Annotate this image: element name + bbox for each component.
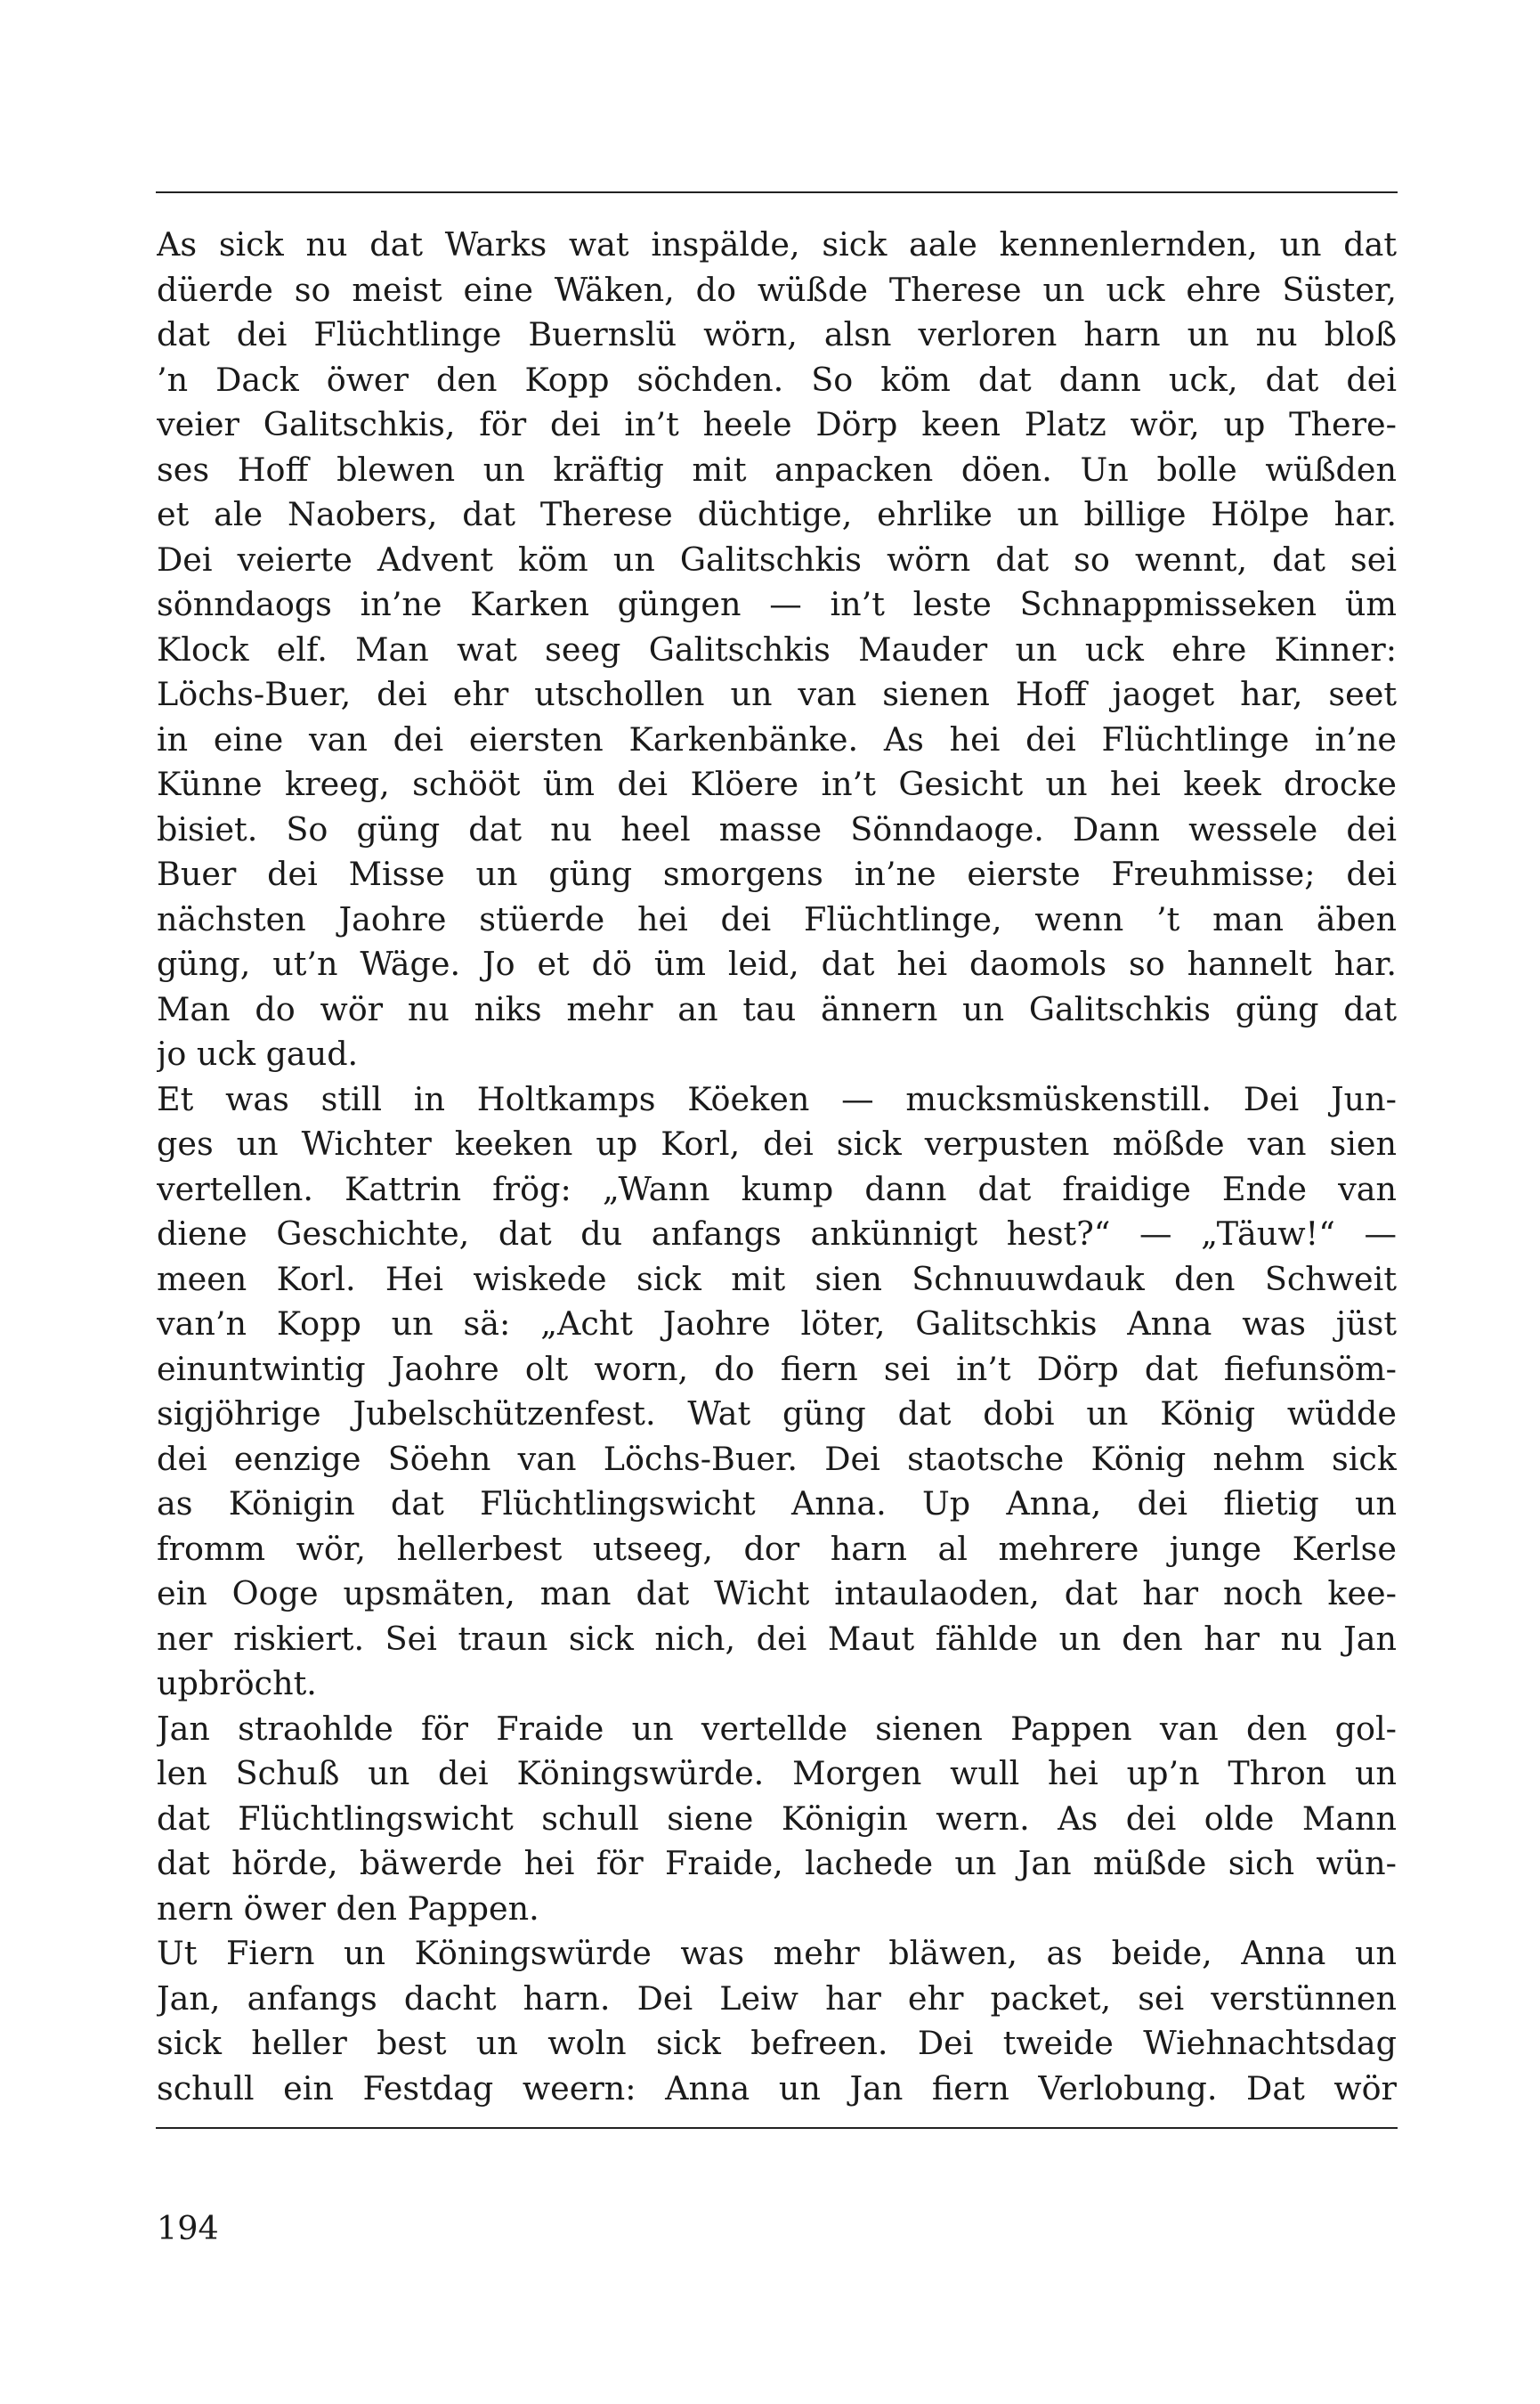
text-line: fromm wör, hellerbest utseeg, dor harn al mehrere junge Kerlse <box>157 1529 1397 1568</box>
bottom-rule <box>156 2127 1398 2129</box>
text-line: diene Geschichte, dat du anfangs ankünnigt hest?“ — „Täuw!“ — <box>157 1214 1397 1253</box>
text-line: dei eenzige Söehn van Löchs-Buer. Dei staotsche König nehm sick <box>157 1439 1397 1478</box>
text-line: As sick nu dat Warks wat inspälde, sick aale kennenlernden, un dat <box>157 225 1397 264</box>
text-line: in eine van dei eiersten Karkenbänke. As hei dei Flüchtlinge in’ne <box>157 719 1397 759</box>
text-line: Jan straohlde för Fraide un vertellde sienen Pappen van den gol- <box>157 1709 1397 1748</box>
text-line: Löchs-Buer, dei ehr utschollen un van sienen Hoff jaoget har, seet <box>157 675 1397 713</box>
body-text <box>157 223 1397 2111</box>
text-line: ges un Wichter keeken up Korl, dei sick verpusten mößde van sien <box>157 1125 1397 1163</box>
text-line: einuntwintig Jaohre olt worn, do fiern sei in’t Dörp dat fiefunsöm- <box>157 1349 1397 1388</box>
text-line: schull ein Festdag weern: Anna un Jan fiern Verlobung. Dat wör <box>157 2068 1397 2108</box>
text-line: sigjöhrige Jubelschützenfest. Wat güng dat dobi un König wüdde <box>157 1394 1397 1433</box>
text-line: ’n Dack öwer den Kopp söchden. So köm dat dann uck, dat dei <box>157 360 1397 399</box>
text-line: dat Flüchtlingswicht schull siene Königin wern. As dei olde Mann <box>157 1799 1397 1838</box>
text-line: et ale Naobers, dat Therese düchtige, ehrlike un billige Hölpe har. <box>157 495 1397 533</box>
text-line: veier Galitschkis, för dei in’t heele Dörp keen Platz wör, up There- <box>157 405 1397 443</box>
text-line: upbröcht. <box>157 1664 317 1702</box>
text-line: Buer dei Misse un güng smorgens in’ne eierste Freuhmisse; dei <box>157 855 1397 893</box>
text-line: Klock elf. Man wat seeg Galitschkis Mauder un uck ehre Kinner: <box>157 629 1397 669</box>
text-line: jo uck gaud. <box>157 1035 359 1073</box>
text-line: meen Korl. Hei wiskede sick mit sien Schnuuwdauk den Schweit <box>157 1259 1397 1298</box>
text-line: bisiet. So güng dat nu heel masse Sönndaoge. Dann wessele dei <box>157 809 1397 849</box>
top-rule <box>156 191 1398 193</box>
text-line: Ut Fiern un Köningswürde was mehr bläwen, as beide, Anna un <box>157 1934 1397 1972</box>
text-line: van’n Kopp un sä: „Acht Jaohre löter, Galitschkis Anna was jüst <box>157 1304 1397 1343</box>
text-line: nächsten Jaohre stüerde hei dei Flüchtlinge, wenn ’t man äben <box>157 899 1397 938</box>
text-line: sick heller best un woln sick befreen. Dei tweide Wiehnachtsdag <box>157 2024 1397 2062</box>
text-line: Künne kreeg, schööt üm dei Klöere in’t Gesicht un hei keek drocke <box>157 765 1397 803</box>
text-line: sönndaogs in’ne Karken güngen — in’t leste Schnappmisseken üm <box>157 585 1397 623</box>
page-number: 194 <box>157 2209 219 2247</box>
text-line: ner riskiert. Sei traun sick nich, dei Maut fählde un den har nu Jan <box>157 1619 1397 1658</box>
text-line: Jan, anfangs dacht harn. Dei Leiw har ehr packet, sei verstünnen <box>157 1978 1397 2018</box>
text-line: ein Ooge upsmäten, man dat Wicht intaulaoden, dat har noch kee- <box>157 1574 1397 1612</box>
text-line: as Königin dat Flüchtlingswicht Anna. Up Anna, dei flietig un <box>157 1484 1397 1523</box>
text-line: nern öwer den Pappen. <box>157 1888 539 1928</box>
text-line: ses Hoff blewen un kräftig mit anpacken döen. Un bolle wüßden <box>157 450 1397 489</box>
text-line: Dei veierte Advent köm un Galitschkis wörn dat so wennt, dat sei <box>157 540 1397 579</box>
text-line: dat dei Flüchtlinge Buernslü wörn, alsn verloren harn un nu bloß <box>157 315 1397 353</box>
text-line: güng, ut’n Wäge. Jo et dö üm leid, dat hei daomols so hannelt har. <box>157 945 1397 983</box>
text-line: vertellen. Kattrin frög: „Wann kump dann dat fraidige Ende van <box>157 1169 1397 1208</box>
text-line: Man do wör nu niks mehr an tau ännern un Galitschkis güng dat <box>157 989 1397 1028</box>
text-line: len Schuß un dei Köningswürde. Morgen wull hei up’n Thron un <box>157 1754 1397 1792</box>
text-line: dat hörde, bäwerde hei för Fraide, lachede un Jan müßde sich wün- <box>157 1844 1397 1882</box>
text-line: Et was still in Holtkamps Köeken — mucksmüskenstill. Dei Jun- <box>157 1079 1397 1118</box>
text-line: düerde so meist eine Wäken, do wüßde Therese un uck ehre Süster, <box>157 270 1397 309</box>
